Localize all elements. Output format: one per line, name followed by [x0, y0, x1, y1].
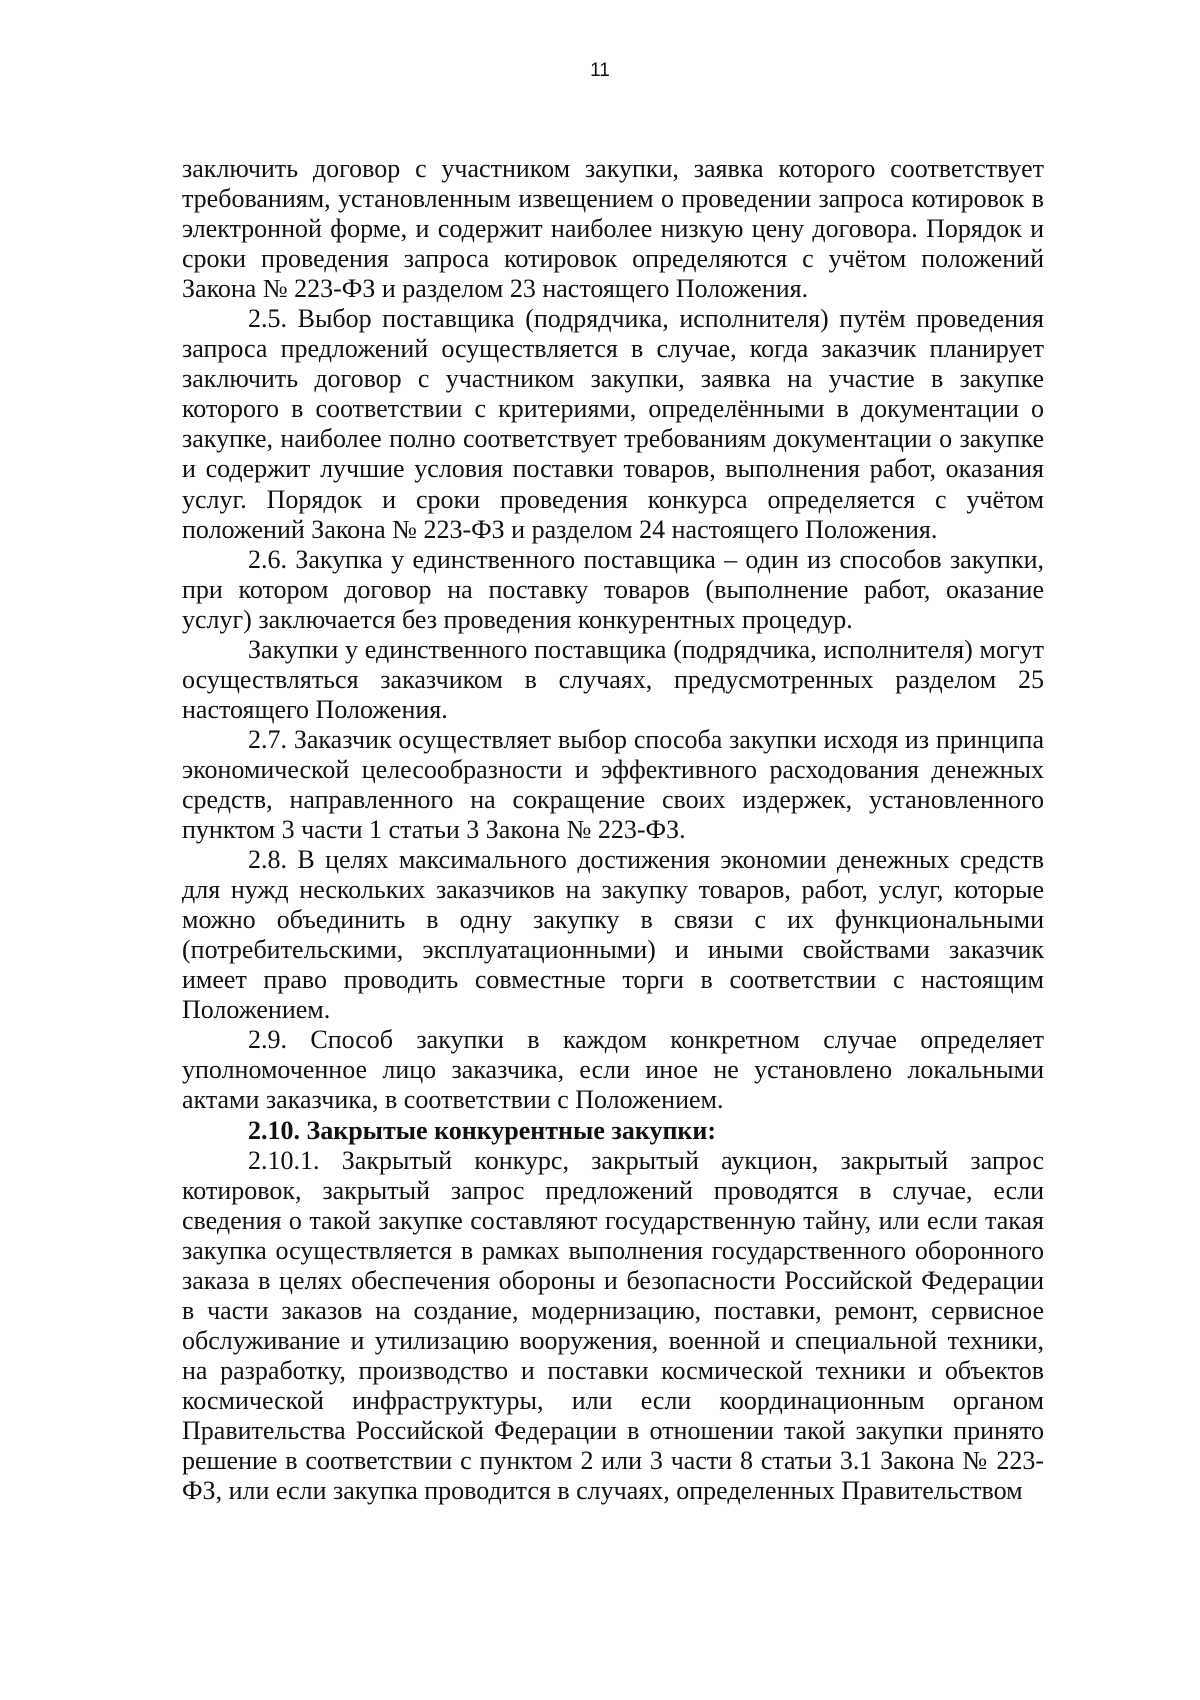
paragraph-2-7: 2.7. Заказчик осуществляет выбор способа закупки исходя из принципа экономической целесообразности и эффективного расходования денежных средств, направленного на сокращение своих издержек, установленного пунктом 3 части 1 статьи 3 Закона № 223-ФЗ.	[182, 724, 1044, 845]
paragraph-sole-supplier: Закупки у единственного поставщика (подрядчика, исполнителя) могут осуществляться заказчиком в случаях, предусмотренных разделом 25 настоящего Положения.	[182, 634, 1044, 724]
section-heading-2-10: 2.10. Закрытые конкурентные закупки:	[248, 1115, 717, 1145]
page-number: 11	[590, 60, 610, 81]
paragraph-2-10-1: 2.10.1. Закрытый конкурс, закрытый аукцион, закрытый запрос котировок, закрытый запрос предложений проводятся в случае, если сведения о такой закупке составляют государственную тайну, или если такая закупка осуществляется в рамках выполнения государственного оборонного заказа в целях обеспечения обороны и безопасности Российской Федерации в части заказов на создание, модернизацию, поставки, ремонт, сервисное обслуживание и утилизацию вооружения, военной и специальной техники, на разработку, производство и поставки космической техники и объектов космической инфраструктуры, или если координационным органом Правительства Российской Федерации в отношении такой закупки принято решение в соответствии с пунктом 2 или 3 части 8 статьи 3.1 Закона № 223-ФЗ, или если закупка проводится в случаях, определенных Правительством	[182, 1145, 1044, 1506]
paragraph-2-8: 2.8. В целях максимального достижения экономии денежных средств для нужд нескольких заказчиков на закупку товаров, работ, услуг, которые можно объединить в одну закупку в связи с их функциональными (потребительскими, эксплуатационными) и иными свойствами заказчик имеет право проводить совместные торги в соответствии с настоящим Положением.	[182, 845, 1044, 1025]
document-body	[182, 154, 1044, 1506]
paragraph-2-5: 2.5. Выбор поставщика (подрядчика, исполнителя) путём проведения запроса предложений осуществляется в случае, когда заказчик планирует заключить договор с участником закупки, заявка на участие в закупке которого в соответствии с критериями, определёнными в документации о закупке, наиболее полно соответствует требованиям документации о закупке и содержит лучшие условия поставки товаров, выполнения работ, оказания услуг. Порядок и сроки проведения конкурса определяется с учётом положений Закона № 223-ФЗ и разделом 24 настоящего Положения.	[182, 304, 1044, 544]
paragraph-2-9: 2.9. Способ закупки в каждом конкретном случае определяет уполномоченное лицо заказчика, если иное не установлено локальными актами заказчика, в соответствии с Положением.	[182, 1025, 1044, 1115]
paragraph-continuation: заключить договор с участником закупки, заявка которого соответствует требованиям, установленным извещением о проведении запроса котировок в электронной форме, и содержит наиболее низкую цену договора. Порядок и сроки проведения запроса котировок определяются с учётом положений Закона № 223-ФЗ и разделом 23 настоящего Положения.	[182, 154, 1044, 304]
paragraph-2-6: 2.6. Закупка у единственного поставщика – один из способов закупки, при котором договор на поставку товаров (выполнение работ, оказание услуг) заключается без проведения конкурентных процедур.	[182, 544, 1044, 634]
